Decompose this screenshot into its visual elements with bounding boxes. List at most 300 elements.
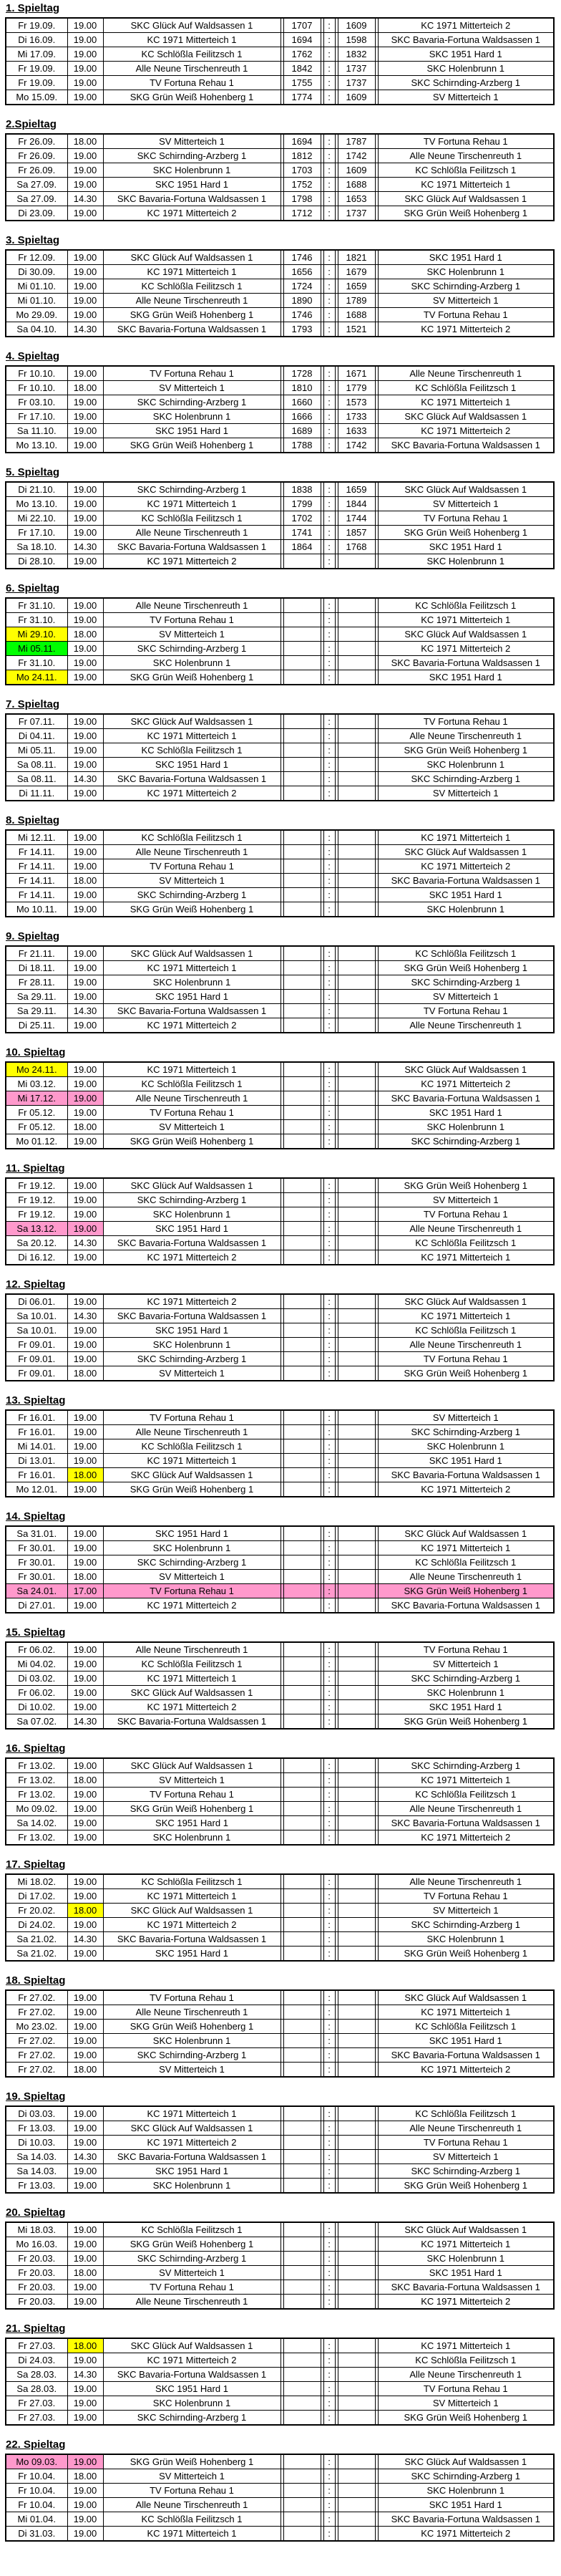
home-score-cell xyxy=(283,1541,321,1555)
match-row xyxy=(6,902,554,917)
time-cell: 18.00 xyxy=(67,1773,103,1788)
away-team-cell: SKG Grün Weiß Hohenberg 1 xyxy=(378,2179,554,2194)
away-team-cell: Alle Neune Tirschenreuth 1 xyxy=(378,1802,554,1816)
score-colon: : xyxy=(323,1352,335,1366)
home-score-cell xyxy=(283,613,321,627)
matchday-title: 8. Spieltag xyxy=(6,814,60,826)
home-score-cell xyxy=(283,888,321,902)
away-team-cell: TV Fortuna Rehau 1 xyxy=(378,134,554,149)
home-team-cell: KC Schlößla Feilitzsch 1 xyxy=(103,511,280,526)
score-colon: : xyxy=(323,2396,335,2411)
match-row xyxy=(6,2266,554,2280)
away-team-cell: SKC Glück Auf Waldsassen 1 xyxy=(378,845,554,859)
time-cell: 19.00 xyxy=(67,975,103,990)
away-score-cell xyxy=(338,2150,375,2164)
date-cell: Fr 13.02. xyxy=(6,1830,67,1846)
date-cell: Fr 31.10. xyxy=(6,656,67,670)
away-score-cell: 1733 xyxy=(338,410,375,424)
match-row xyxy=(6,192,554,206)
date-cell: Fr 19.12. xyxy=(6,1178,67,1193)
matchday-table xyxy=(5,597,555,685)
home-team-cell: SKG Grün Weiß Hohenberg 1 xyxy=(103,308,280,322)
match-row xyxy=(6,888,554,902)
date-cell: Di 11.11. xyxy=(6,786,67,801)
date-cell: Sa 27.09. xyxy=(6,192,67,206)
date-cell: Mi 05.11. xyxy=(6,642,67,656)
away-score-cell: 1779 xyxy=(338,381,375,395)
score-colon: : xyxy=(323,2411,335,2426)
matchday-section xyxy=(5,2206,561,2310)
away-team-cell: SKC Holenbrunn 1 xyxy=(378,1439,554,1454)
away-score-cell xyxy=(338,1788,375,1802)
matchday-table xyxy=(5,1293,555,1381)
matchday-title: 20. Spieltag xyxy=(6,2206,66,2219)
away-team-cell: Alle Neune Tirschenreuth 1 xyxy=(378,1222,554,1236)
match-row xyxy=(6,2121,554,2136)
match-row xyxy=(6,1018,554,1033)
home-score-cell: 1703 xyxy=(283,163,321,178)
date-cell: Di 10.03. xyxy=(6,2136,67,2150)
away-score-cell xyxy=(338,1889,375,1904)
home-score-cell xyxy=(283,1193,321,1207)
home-score-cell xyxy=(283,1686,321,1700)
home-team-cell: SKC 1951 Hard 1 xyxy=(103,1816,280,1830)
away-score-cell: 1598 xyxy=(338,33,375,47)
score-colon: : xyxy=(323,975,335,990)
away-score-cell xyxy=(338,1874,375,1889)
home-score-cell: 1724 xyxy=(283,279,321,294)
score-colon: : xyxy=(323,1091,335,1106)
home-score-cell xyxy=(283,2121,321,2136)
score-colon: : xyxy=(323,1700,335,1714)
time-cell: 19.00 xyxy=(67,1758,103,1773)
matchday-section xyxy=(5,2,561,105)
matchday-section xyxy=(5,930,561,1033)
score-colon: : xyxy=(323,2527,335,2542)
match-row xyxy=(6,859,554,874)
away-team-cell: SKG Grün Weiß Hohenberg 1 xyxy=(378,206,554,221)
match-row xyxy=(6,1686,554,1700)
match-row xyxy=(6,76,554,90)
home-score-cell xyxy=(283,1468,321,1482)
away-score-cell: 1521 xyxy=(338,322,375,337)
home-score-cell xyxy=(283,1207,321,1222)
away-score-cell xyxy=(338,845,375,859)
matchday-table xyxy=(5,2338,555,2426)
score-colon: : xyxy=(323,743,335,758)
home-score-cell: 1762 xyxy=(283,47,321,62)
away-score-cell xyxy=(338,2005,375,2020)
score-colon: : xyxy=(323,1947,335,1962)
away-team-cell: SKC Bavaria-Fortuna Waldsassen 1 xyxy=(378,2048,554,2063)
home-team-cell: SKC 1951 Hard 1 xyxy=(103,178,280,192)
time-cell: 19.00 xyxy=(67,438,103,453)
date-cell: Di 23.09. xyxy=(6,206,67,221)
away-score-cell xyxy=(338,1178,375,1193)
home-team-cell: Alle Neune Tirschenreuth 1 xyxy=(103,2295,280,2310)
score-colon: : xyxy=(323,1410,335,1425)
score-colon: : xyxy=(323,1598,335,1613)
match-row xyxy=(6,613,554,627)
date-cell: Di 03.03. xyxy=(6,2106,67,2121)
date-cell: Fr 27.02. xyxy=(6,1990,67,2005)
time-cell: 18.00 xyxy=(67,1570,103,1584)
score-colon: : xyxy=(323,613,335,627)
match-row xyxy=(6,1439,554,1454)
away-team-cell: SV Mitterteich 1 xyxy=(378,2396,554,2411)
matchday-section xyxy=(5,2438,561,2542)
match-row xyxy=(6,1947,554,1962)
score-colon: : xyxy=(323,1904,335,1918)
away-team-cell: SV Mitterteich 1 xyxy=(378,1657,554,1671)
time-cell: 19.00 xyxy=(67,1482,103,1497)
away-score-cell: 1609 xyxy=(338,163,375,178)
date-cell: Fr 27.03. xyxy=(6,2411,67,2426)
away-team-cell: SKC Schirnding-Arzberg 1 xyxy=(378,1918,554,1932)
home-score-cell xyxy=(283,1091,321,1106)
score-colon: : xyxy=(323,2005,335,2020)
home-score-cell xyxy=(283,1773,321,1788)
time-cell: 19.00 xyxy=(67,1425,103,1439)
date-cell: Fr 09.01. xyxy=(6,1366,67,1381)
score-colon: : xyxy=(323,2512,335,2527)
score-colon: : xyxy=(323,308,335,322)
home-team-cell: SKC Schirnding-Arzberg 1 xyxy=(103,482,280,497)
score-colon: : xyxy=(323,294,335,308)
match-row xyxy=(6,961,554,975)
away-team-cell: SV Mitterteich 1 xyxy=(378,990,554,1004)
score-colon: : xyxy=(323,2034,335,2048)
away-score-cell xyxy=(338,1439,375,1454)
home-score-cell: 1741 xyxy=(283,526,321,540)
home-team-cell: KC Schlößla Feilitzsch 1 xyxy=(103,2512,280,2527)
away-score-cell xyxy=(338,670,375,685)
away-team-cell: Alle Neune Tirschenreuth 1 xyxy=(378,1018,554,1033)
date-cell: Fr 16.01. xyxy=(6,1425,67,1439)
home-team-cell: SKC Schirnding-Arzberg 1 xyxy=(103,2411,280,2426)
score-colon: : xyxy=(323,2382,335,2396)
home-team-cell: Alle Neune Tirschenreuth 1 xyxy=(103,294,280,308)
time-cell: 19.00 xyxy=(67,729,103,743)
away-team-cell: TV Fortuna Rehau 1 xyxy=(378,1207,554,1222)
away-team-cell: KC 1971 Mitterteich 2 xyxy=(378,2527,554,2542)
date-cell: Mi 05.11. xyxy=(6,743,67,758)
time-cell: 19.00 xyxy=(67,1410,103,1425)
date-cell: Di 30.09. xyxy=(6,265,67,279)
matchday-section xyxy=(5,1510,561,1613)
time-cell: 19.00 xyxy=(67,1526,103,1541)
home-score-cell xyxy=(283,2353,321,2368)
time-cell: 18.00 xyxy=(67,1120,103,1134)
date-cell: Fr 09.01. xyxy=(6,1338,67,1352)
time-cell: 19.00 xyxy=(67,1598,103,1613)
date-cell: Di 31.03. xyxy=(6,2527,67,2542)
home-score-cell xyxy=(283,1830,321,1846)
home-score-cell xyxy=(283,2136,321,2150)
home-score-cell xyxy=(283,1642,321,1657)
away-team-cell: Alle Neune Tirschenreuth 1 xyxy=(378,366,554,381)
home-score-cell xyxy=(283,1236,321,1250)
time-cell: 14.30 xyxy=(67,1932,103,1947)
score-colon: : xyxy=(323,729,335,743)
away-team-cell: KC 1971 Mitterteich 1 xyxy=(378,2338,554,2353)
away-team-cell: KC Schlößla Feilitzsch 1 xyxy=(378,1323,554,1338)
date-cell: Di 24.03. xyxy=(6,2353,67,2368)
matchday-title: 6. Spieltag xyxy=(6,582,60,594)
home-score-cell xyxy=(283,2512,321,2527)
home-team-cell: SKC Glück Auf Waldsassen 1 xyxy=(103,1758,280,1773)
date-cell: Di 03.02. xyxy=(6,1671,67,1686)
score-colon: : xyxy=(323,2179,335,2194)
matchday-section xyxy=(5,2090,561,2194)
home-score-cell xyxy=(283,2266,321,2280)
date-cell: Mi 03.12. xyxy=(6,1077,67,1091)
time-cell: 19.00 xyxy=(67,2527,103,2542)
matchday-title: 17. Spieltag xyxy=(6,1858,66,1871)
match-row xyxy=(6,1077,554,1091)
time-cell: 19.00 xyxy=(67,786,103,801)
match-row xyxy=(6,2164,554,2179)
match-row xyxy=(6,946,554,961)
home-score-cell xyxy=(283,1598,321,1613)
away-team-cell: KC 1971 Mitterteich 2 xyxy=(378,859,554,874)
date-cell: Fr 21.11. xyxy=(6,946,67,961)
time-cell: 18.00 xyxy=(67,134,103,149)
matchday-table xyxy=(5,2454,555,2542)
home-team-cell: SKG Grün Weiß Hohenberg 1 xyxy=(103,670,280,685)
home-score-cell xyxy=(283,1106,321,1120)
away-score-cell xyxy=(338,1250,375,1265)
date-cell: Fr 28.11. xyxy=(6,975,67,990)
away-score-cell xyxy=(338,1425,375,1439)
home-team-cell: KC 1971 Mitterteich 1 xyxy=(103,2106,280,2121)
home-team-cell: KC Schlößla Feilitzsch 1 xyxy=(103,1874,280,1889)
match-row xyxy=(6,830,554,845)
away-team-cell: SKC Holenbrunn 1 xyxy=(378,1120,554,1134)
home-score-cell xyxy=(283,1323,321,1338)
time-cell: 19.00 xyxy=(67,424,103,438)
away-team-cell: KC 1971 Mitterteich 2 xyxy=(378,1077,554,1091)
away-score-cell xyxy=(338,2512,375,2527)
away-team-cell: SV Mitterteich 1 xyxy=(378,786,554,801)
score-colon: : xyxy=(323,2469,335,2484)
time-cell: 19.00 xyxy=(67,2295,103,2310)
home-score-cell xyxy=(283,772,321,786)
match-row xyxy=(6,772,554,786)
score-colon: : xyxy=(323,1758,335,1773)
away-team-cell: SKC Glück Auf Waldsassen 1 xyxy=(378,192,554,206)
score-colon: : xyxy=(323,2121,335,2136)
away-score-cell xyxy=(338,627,375,642)
matchday-title: 9. Spieltag xyxy=(6,930,60,942)
date-cell: Fr 13.03. xyxy=(6,2179,67,2194)
match-row xyxy=(6,2454,554,2469)
date-cell: Sa 10.01. xyxy=(6,1323,67,1338)
home-team-cell: SV Mitterteich 1 xyxy=(103,874,280,888)
matchday-table xyxy=(5,2105,555,2194)
date-cell: Fr 31.10. xyxy=(6,598,67,613)
away-team-cell: KC 1971 Mitterteich 1 xyxy=(378,1250,554,1265)
score-colon: : xyxy=(323,961,335,975)
away-score-cell: 1653 xyxy=(338,192,375,206)
away-score-cell xyxy=(338,1773,375,1788)
away-team-cell: TV Fortuna Rehau 1 xyxy=(378,308,554,322)
away-team-cell: Alle Neune Tirschenreuth 1 xyxy=(378,729,554,743)
away-score-cell: 1821 xyxy=(338,250,375,265)
matchday-title: 3. Spieltag xyxy=(6,234,60,246)
time-cell: 19.00 xyxy=(67,714,103,729)
away-team-cell: SKC Bavaria-Fortuna Waldsassen 1 xyxy=(378,438,554,453)
home-score-cell: 1774 xyxy=(283,90,321,105)
home-team-cell: SKC Schirnding-Arzberg 1 xyxy=(103,888,280,902)
away-score-cell xyxy=(338,1352,375,1366)
score-colon: : xyxy=(323,1686,335,1700)
away-team-cell: SKG Grün Weiß Hohenberg 1 xyxy=(378,1366,554,1381)
away-team-cell: SKC 1951 Hard 1 xyxy=(378,47,554,62)
time-cell: 19.00 xyxy=(67,1250,103,1265)
date-cell: Sa 27.09. xyxy=(6,178,67,192)
time-cell: 19.00 xyxy=(67,279,103,294)
match-row xyxy=(6,1178,554,1193)
match-row xyxy=(6,1454,554,1468)
matchday-section xyxy=(5,698,561,801)
time-cell: 19.00 xyxy=(67,1671,103,1686)
match-row xyxy=(6,1714,554,1730)
match-row xyxy=(6,1222,554,1236)
away-team-cell: TV Fortuna Rehau 1 xyxy=(378,1642,554,1657)
match-row xyxy=(6,1193,554,1207)
home-score-cell xyxy=(283,1454,321,1468)
home-score-cell xyxy=(283,859,321,874)
away-score-cell xyxy=(338,714,375,729)
time-cell: 19.00 xyxy=(67,1700,103,1714)
home-team-cell: SKC Glück Auf Waldsassen 1 xyxy=(103,250,280,265)
time-cell: 19.00 xyxy=(67,2280,103,2295)
home-score-cell: 1752 xyxy=(283,178,321,192)
away-team-cell: SKC Schirnding-Arzberg 1 xyxy=(378,2164,554,2179)
score-colon: : xyxy=(323,424,335,438)
away-score-cell: 1688 xyxy=(338,178,375,192)
match-row xyxy=(6,482,554,497)
match-row xyxy=(6,18,554,33)
matchday-table xyxy=(5,1989,555,2078)
score-colon: : xyxy=(323,1990,335,2005)
time-cell: 14.30 xyxy=(67,1004,103,1018)
home-team-cell: SKG Grün Weiß Hohenberg 1 xyxy=(103,1802,280,1816)
home-team-cell: SKC Glück Auf Waldsassen 1 xyxy=(103,1468,280,1482)
home-team-cell: Alle Neune Tirschenreuth 1 xyxy=(103,598,280,613)
match-row xyxy=(6,1294,554,1309)
time-cell: 19.00 xyxy=(67,902,103,917)
away-team-cell: SKC 1951 Hard 1 xyxy=(378,670,554,685)
match-row xyxy=(6,178,554,192)
away-team-cell: SKC Holenbrunn 1 xyxy=(378,1686,554,1700)
away-team-cell: SKC Glück Auf Waldsassen 1 xyxy=(378,410,554,424)
home-score-cell xyxy=(283,902,321,917)
date-cell: Sa 28.03. xyxy=(6,2382,67,2396)
home-team-cell: SKG Grün Weiß Hohenberg 1 xyxy=(103,2020,280,2034)
date-cell: Fr 13.03. xyxy=(6,2121,67,2136)
home-score-cell xyxy=(283,1134,321,1149)
score-colon: : xyxy=(323,438,335,453)
away-team-cell: SKC Glück Auf Waldsassen 1 xyxy=(378,2454,554,2469)
home-team-cell: SKC Holenbrunn 1 xyxy=(103,1830,280,1846)
away-team-cell: SKG Grün Weiß Hohenberg 1 xyxy=(378,2411,554,2426)
home-team-cell: SKC Bavaria-Fortuna Waldsassen 1 xyxy=(103,1004,280,1018)
date-cell: Di 17.02. xyxy=(6,1889,67,1904)
score-colon: : xyxy=(323,1671,335,1686)
matchday-title: 10. Spieltag xyxy=(6,1046,66,1058)
away-team-cell: Alle Neune Tirschenreuth 1 xyxy=(378,149,554,163)
home-score-cell xyxy=(283,1338,321,1352)
home-score-cell: 1755 xyxy=(283,76,321,90)
away-score-cell xyxy=(338,1686,375,1700)
matchday-title: 14. Spieltag xyxy=(6,1510,66,1523)
away-score-cell xyxy=(338,554,375,569)
home-score-cell xyxy=(283,1482,321,1497)
match-row xyxy=(6,1120,554,1134)
away-score-cell xyxy=(338,975,375,990)
home-team-cell: SKC Glück Auf Waldsassen 1 xyxy=(103,18,280,33)
home-team-cell: SKC 1951 Hard 1 xyxy=(103,2164,280,2179)
time-cell: 18.00 xyxy=(67,1904,103,1918)
away-team-cell: SKC 1951 Hard 1 xyxy=(378,2498,554,2512)
away-score-cell xyxy=(338,772,375,786)
away-score-cell xyxy=(338,2121,375,2136)
home-team-cell: KC 1971 Mitterteich 2 xyxy=(103,1918,280,1932)
date-cell: Sa 04.10. xyxy=(6,322,67,337)
away-team-cell: SKC Holenbrunn 1 xyxy=(378,554,554,569)
home-team-cell: Alle Neune Tirschenreuth 1 xyxy=(103,62,280,76)
home-score-cell xyxy=(283,1657,321,1671)
away-team-cell: KC 1971 Mitterteich 2 xyxy=(378,2063,554,2078)
home-team-cell: SKC Holenbrunn 1 xyxy=(103,2179,280,2194)
matchday-section xyxy=(5,234,561,337)
score-colon: : xyxy=(323,2295,335,2310)
date-cell: Fr 19.12. xyxy=(6,1207,67,1222)
score-colon: : xyxy=(323,279,335,294)
score-colon: : xyxy=(323,874,335,888)
home-score-cell xyxy=(283,946,321,961)
home-team-cell: KC Schlößla Feilitzsch 1 xyxy=(103,2222,280,2237)
home-score-cell xyxy=(283,1990,321,2005)
time-cell: 19.00 xyxy=(67,18,103,33)
matchday-title: 7. Spieltag xyxy=(6,698,60,710)
away-team-cell: KC 1971 Mitterteich 1 xyxy=(378,395,554,410)
match-row xyxy=(6,163,554,178)
date-cell: Fr 10.04. xyxy=(6,2498,67,2512)
date-cell: Fr 30.01. xyxy=(6,1541,67,1555)
time-cell: 19.00 xyxy=(67,656,103,670)
match-row xyxy=(6,554,554,569)
date-cell: Di 06.01. xyxy=(6,1294,67,1309)
match-row xyxy=(6,2106,554,2121)
away-team-cell: SKC Bavaria-Fortuna Waldsassen 1 xyxy=(378,2280,554,2295)
time-cell: 19.00 xyxy=(67,2382,103,2396)
match-row xyxy=(6,1889,554,1904)
date-cell: Fr 10.10. xyxy=(6,366,67,381)
away-score-cell xyxy=(338,2295,375,2310)
home-team-cell: Alle Neune Tirschenreuth 1 xyxy=(103,1091,280,1106)
home-team-cell: SV Mitterteich 1 xyxy=(103,1120,280,1134)
home-score-cell: 1694 xyxy=(283,134,321,149)
home-score-cell: 1746 xyxy=(283,250,321,265)
home-team-cell: SKG Grün Weiß Hohenberg 1 xyxy=(103,1482,280,1497)
score-colon: : xyxy=(323,1816,335,1830)
home-score-cell: 1890 xyxy=(283,294,321,308)
home-team-cell: TV Fortuna Rehau 1 xyxy=(103,2280,280,2295)
away-score-cell xyxy=(338,598,375,613)
